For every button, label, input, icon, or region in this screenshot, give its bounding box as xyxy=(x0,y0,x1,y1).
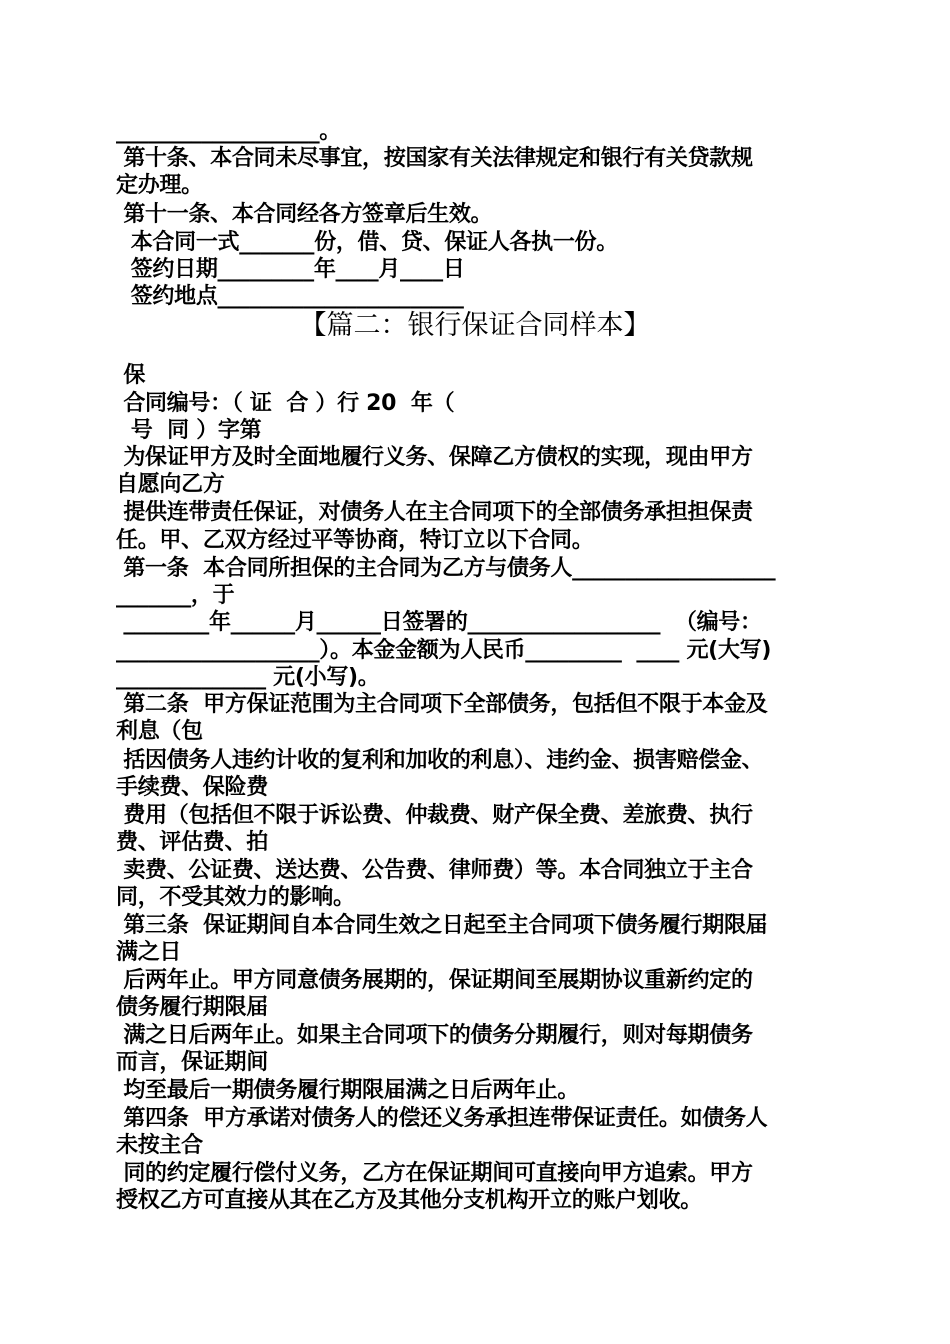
text-line: 利息（包 xyxy=(116,719,203,744)
text-line: 签约地点_______________________ xyxy=(116,284,464,309)
text-line: 提供连带责任保证，对债务人在主合同项下的全部债务承担担保责 xyxy=(116,500,753,525)
text-line: 债务履行期限届 xyxy=(116,995,268,1020)
text-line: 合同编号：（ 证 合 ）行 20 年（ xyxy=(116,391,455,416)
text-line: 后两年止。甲方同意债务展期的，保证期间至展期协议重新约定的 xyxy=(116,968,753,993)
text-line: 手续费、保险费 xyxy=(116,775,268,800)
text-line: 第十条、本合同未尽事宜，按国家有关法律规定和银行有关贷款规 xyxy=(116,146,753,171)
text-line: ___________________。 xyxy=(116,119,342,144)
text-line: 同的约定履行偿付义务，乙方在保证期间可直接向甲方追索。甲方 xyxy=(116,1161,753,1186)
text-line: 任。甲、乙双方经过平等协商，特订立以下合同。 xyxy=(116,528,594,553)
text-line: 卖费、公证费、送达费、公告费、律师费）等。本合同独立于主合 xyxy=(116,858,753,883)
text-line: 第三条 保证期间自本合同生效之日起至主合同项下债务履行期限届 xyxy=(116,913,768,938)
text-line: 而言，保证期间 xyxy=(116,1050,268,1075)
text-line: 未按主合 xyxy=(116,1133,203,1158)
text-line: 本合同一式_______份，借、贷、保证人各执一份。 xyxy=(116,230,618,255)
text-line: 保 xyxy=(116,363,146,388)
text-line: ___________________）。本金金额为人民币_________ ____ 元(大写) xyxy=(116,638,772,663)
text-line: 括因债务人违约计收的复利和加收的利息）、违约金、损害赔偿金、 xyxy=(116,748,764,773)
text-line: 同，不受其效力的影响。 xyxy=(116,885,355,910)
text-line: 定办理。 xyxy=(116,173,203,198)
text-line: 满之日后两年止。如果主合同项下的债务分期履行，则对每期债务 xyxy=(116,1023,753,1048)
text-line: 签约日期_________年____月____日 xyxy=(116,257,465,282)
text-line: 均至最后一期债务履行期限届满之日后两年止。 xyxy=(116,1078,580,1103)
text-line: 第一条 本合同所担保的主合同为乙方与债务人___________________ xyxy=(116,556,776,581)
text-line: 为保证甲方及时全面地履行义务、保障乙方债权的实现，现由甲方 xyxy=(116,445,753,470)
text-line: 自愿向乙方 xyxy=(116,472,225,497)
text-line: _______，于 xyxy=(116,583,235,608)
text-line: ______________ 元(小写)。 xyxy=(116,665,380,690)
text-line: 满之日 xyxy=(116,940,182,965)
text-line: 费、评估费、拍 xyxy=(116,830,268,855)
text-line: 授权乙方可直接从其在乙方及其他分支机构开立的账户划收。 xyxy=(116,1188,702,1213)
text-line: 费用（包括但不限于诉讼费、仲裁费、财产保全费、差旅费、执行 xyxy=(116,803,753,828)
text-line: 第四条 甲方承诺对债务人的偿还义务承担连带保证责任。如债务人 xyxy=(116,1106,768,1131)
text-line: 第十一条、本合同经各方签章后生效。 xyxy=(116,202,493,227)
text-line: 第二条 甲方保证范围为主合同项下全部债务，包括但不限于本金及 xyxy=(116,692,768,717)
section-title: 【篇二：银行保证合同样本】 xyxy=(299,310,651,341)
text-line: 号 同 ）字第 xyxy=(116,418,262,443)
text-line: ________年______月______日签署的__________________ （编号： xyxy=(116,610,762,635)
